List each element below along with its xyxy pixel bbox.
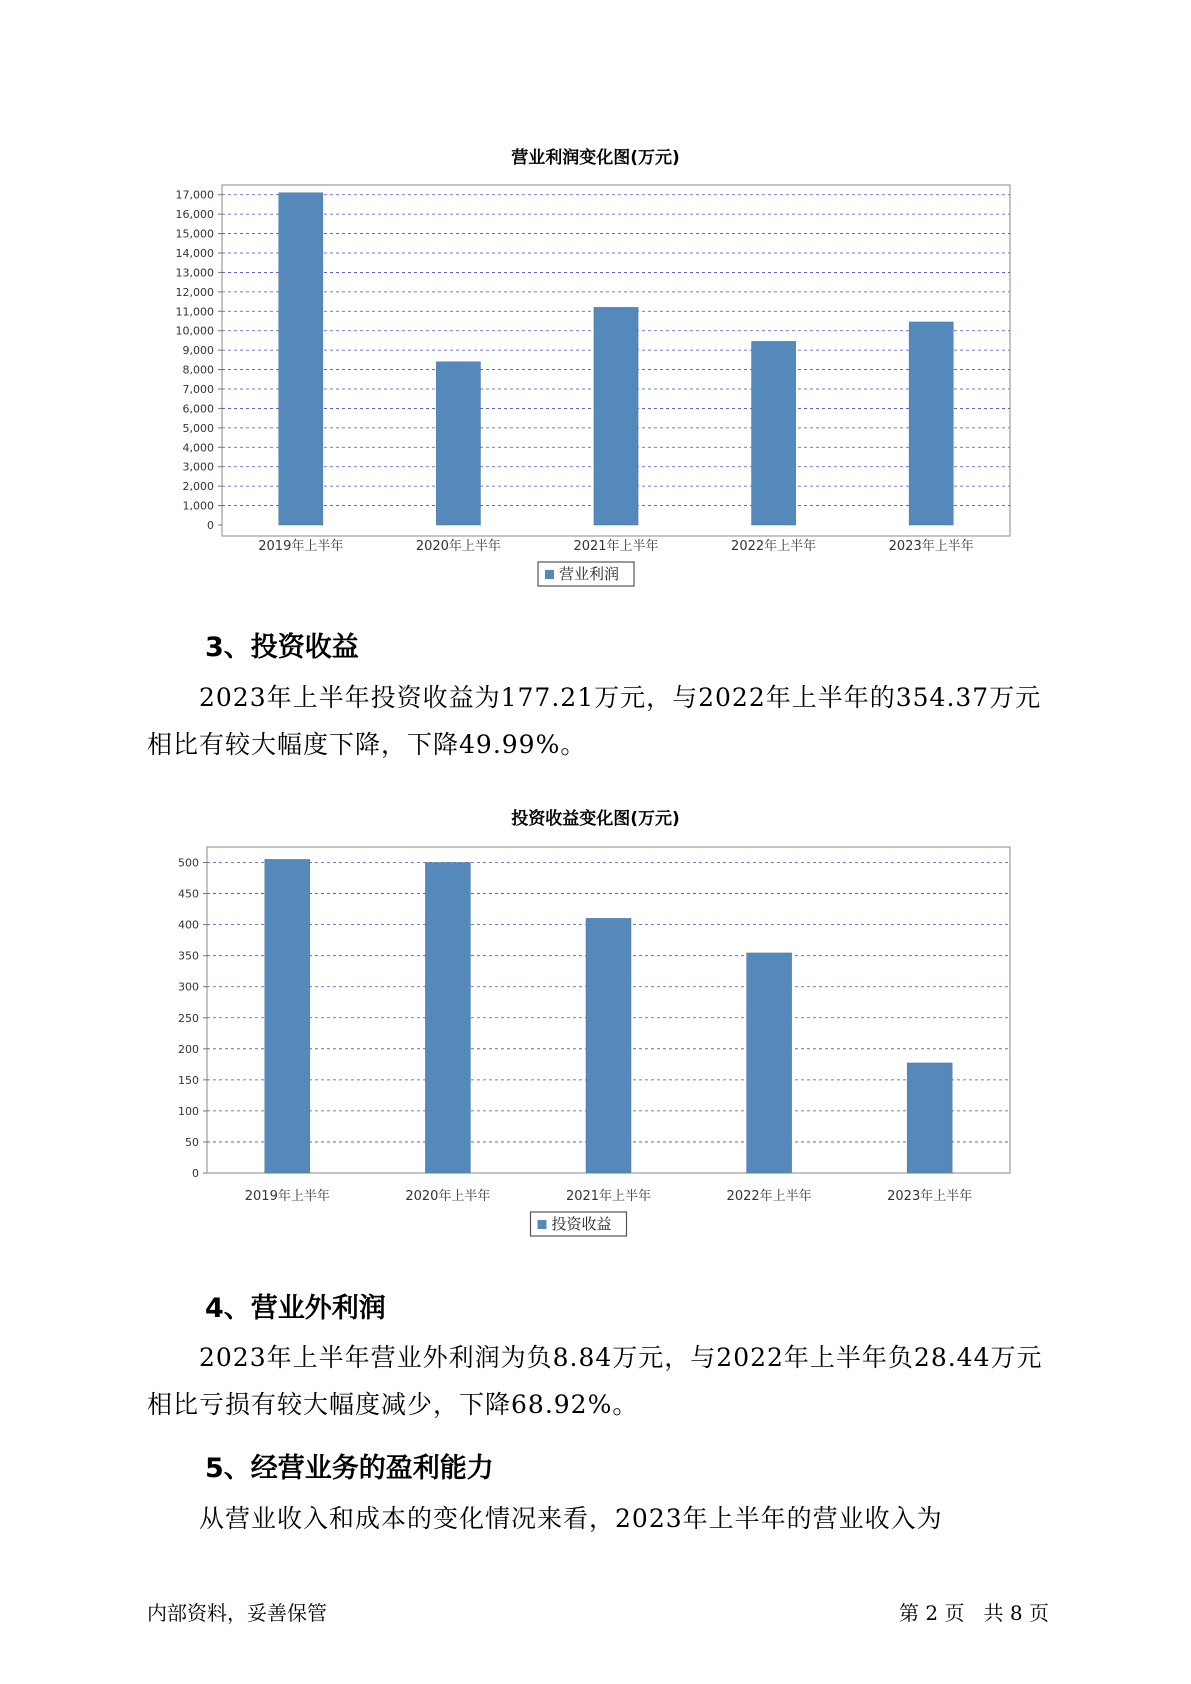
footer-page-number: 第 2 页 共 8 页 (899, 1601, 1049, 1625)
y-tick-label: 17,000 (175, 188, 214, 202)
y-tick-label: 250 (178, 1011, 199, 1025)
paragraph-line: 2023年上半年营业外利润为负8.84万元，与2022年上半年负28.44万元 (199, 1343, 1043, 1372)
bar (907, 1063, 952, 1173)
bar (909, 322, 953, 525)
paragraph-line: 相比亏损有较大幅度减少，下降68.92%。 (147, 1390, 639, 1419)
y-tick-label: 0 (192, 1167, 199, 1180)
legend-label: 投资收益 (551, 1215, 612, 1233)
x-tick-label: 2019年上半年 (244, 1189, 330, 1204)
x-tick-label: 2021年上半年 (565, 1189, 652, 1204)
y-tick-label: 9,000 (182, 344, 214, 358)
x-tick-label: 2021年上半年 (573, 539, 659, 554)
bar (279, 193, 323, 525)
y-tick-label: 50 (185, 1135, 199, 1149)
legend-label: 营业利润 (559, 565, 620, 583)
y-tick-label: 300 (178, 980, 199, 994)
section-heading-profitability: 5、经营业务的盈利能力 (205, 1453, 494, 1484)
bar (265, 859, 310, 1173)
y-tick-label: 200 (178, 1042, 199, 1056)
legend-swatch (538, 1220, 547, 1229)
footer-confidential-note: 内部资料，妥善保管 (147, 1601, 327, 1625)
y-tick-label: 7,000 (182, 383, 214, 396)
paragraph-line: 2023年上半年投资收益为177.21万元，与2022年上半年的354.37万元 (199, 683, 1042, 712)
operating-profit-chart (0, 170, 1191, 590)
chart-title-investment-income: 投资收益变化图(万元) (511, 809, 680, 829)
y-tick-label: 6,000 (182, 402, 214, 416)
section-paragraph-non-operating-profit (147, 1334, 1067, 1428)
y-tick-label: 400 (178, 918, 199, 932)
y-tick-label: 500 (178, 856, 199, 870)
x-tick-label: 2022年上半年 (726, 1189, 812, 1204)
paragraph-line: 相比有较大幅度下降，下降49.99%。 (147, 730, 587, 759)
y-tick-label: 5,000 (182, 421, 214, 435)
investment-income-chart (0, 832, 1191, 1252)
y-tick-label: 14,000 (175, 247, 214, 260)
x-tick-label: 2023年上半年 (887, 1189, 973, 1204)
x-tick-label: 2020年上半年 (415, 539, 501, 554)
section-heading-non-operating-profit: 4、营业外利润 (205, 1293, 386, 1324)
y-tick-label: 4,000 (182, 441, 214, 455)
bar (586, 918, 631, 1173)
y-tick-label: 350 (178, 949, 199, 963)
y-tick-label: 150 (178, 1073, 199, 1087)
y-tick-label: 10,000 (175, 324, 214, 338)
y-tick-label: 15,000 (175, 227, 214, 241)
y-tick-label: 13,000 (175, 266, 214, 280)
y-tick-label: 1,000 (182, 499, 214, 513)
legend-swatch (545, 570, 554, 579)
y-tick-label: 11,000 (175, 305, 214, 319)
x-tick-label: 2023年上半年 (888, 539, 974, 554)
bar (436, 362, 480, 525)
bar (594, 307, 638, 525)
section-heading-investment-income: 3、投资收益 (205, 632, 359, 663)
section-paragraph-profitability (147, 1495, 1067, 1542)
x-tick-label: 2022年上半年 (731, 539, 817, 554)
y-tick-label: 100 (178, 1104, 199, 1118)
y-tick-label: 8,000 (182, 363, 214, 377)
chart-title-operating-profit: 营业利润变化图(万元) (511, 148, 680, 168)
y-tick-label: 3,000 (182, 460, 214, 474)
bar (747, 953, 792, 1173)
bar (425, 863, 470, 1173)
y-tick-label: 16,000 (175, 208, 214, 222)
bar (752, 341, 796, 525)
paragraph-line: 从营业收入和成本的变化情况来看，2023年上半年的营业收入为 (199, 1504, 943, 1533)
section-paragraph-investment-income (147, 674, 1067, 768)
y-tick-label: 0 (207, 519, 214, 532)
y-tick-label: 2,000 (182, 480, 214, 494)
x-tick-label: 2019年上半年 (258, 539, 344, 554)
y-tick-label: 450 (178, 887, 199, 901)
x-tick-label: 2020年上半年 (405, 1189, 491, 1204)
y-tick-label: 12,000 (175, 285, 214, 299)
